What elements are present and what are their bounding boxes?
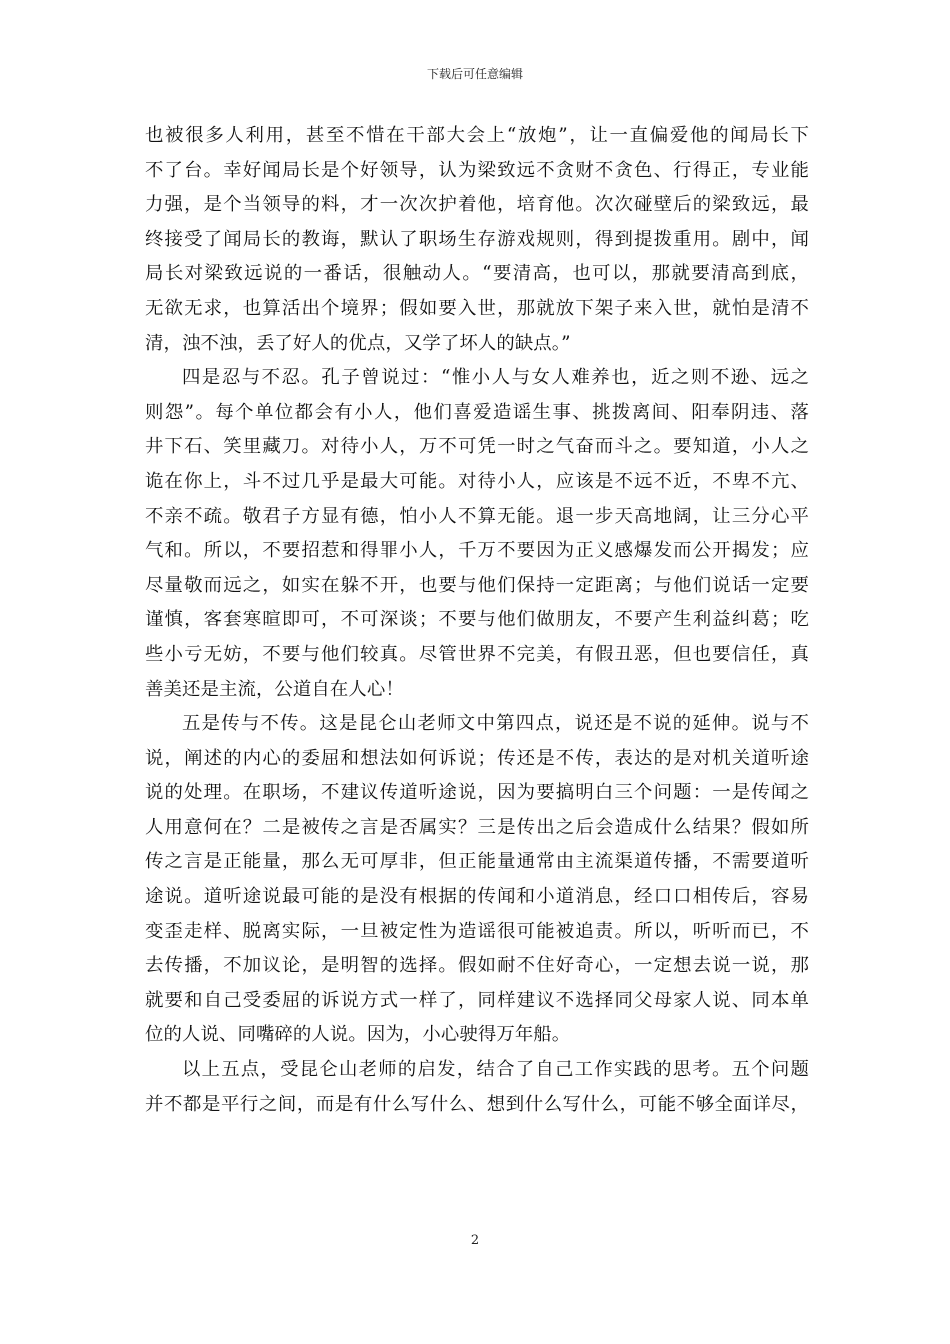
text-line: 途说。道听途说最可能的是没有根据的传闻和小道消息，经口口相传后，容易	[145, 886, 809, 908]
text-line: 位的人说、同嘴碎的人说。因为，小心驶得万年船。	[145, 1024, 571, 1046]
text-line: 就要和自己受委屈的诉说方式一样了，同样建议不选择同父母家人说、同本单	[145, 989, 809, 1011]
text-line: 不了台。幸好闻局长是个好领导，认为梁致远不贪财不贪色、行得正，专业能	[145, 159, 809, 181]
text-line: 说的处理。在职场，不建议传道听途说，因为要搞明白三个问题：一是传闻之	[145, 782, 809, 804]
text-line: 也被很多人利用，甚至不惜在干部大会上“放炮”，让一直偏爱他的闻局长下	[145, 125, 809, 146]
text-line: 善美还是主流，公道自在人心！	[145, 678, 404, 700]
text-line: 人用意何在？二是被传之言是否属实？三是传出之后会造成什么结果？假如所	[145, 816, 809, 838]
text-line: 些小亏无妨，不要与他们较真。尽管世界不完美，有假丑恶，但也要信任，真	[145, 643, 809, 665]
text-line: 井下石、笑里藏刀。对待小人，万不可凭一时之气奋而斗之。要知道，小人之	[145, 436, 809, 458]
text-line: 不亲不疏。敬君子方显有德，怕小人不算无能。退一步天高地阔，让三分心平	[145, 505, 809, 527]
text-line: 尽量敬而远之，如实在躲不开，也要与他们保持一定距离；与他们说话一定要	[145, 574, 809, 596]
text-line: 清，浊不浊，丢了好人的优点，又学了坏人的缺点。”	[145, 332, 571, 354]
text-line: 诡在你上，斗不过几乎是最大可能。对待小人，应该是不远不近，不卑不亢、	[145, 470, 809, 492]
text-line: 变歪走样、脱离实际，一旦被定性为造谣很可能被追责。所以，听听而已，不	[145, 920, 809, 942]
text-line: 说，阐述的内心的委屈和想法如何诉说；传还是不传，表达的是对机关道听途	[145, 747, 809, 769]
text-line: 去传播，不加议论，是明智的选择。假如耐不住好奇心，一定想去说一说，那	[145, 955, 809, 977]
text-line: 传之言是正能量，那么无可厚非，但正能量通常由主流渠道传播，不需要道听	[145, 851, 809, 873]
text-line: 五是传与不传。这是昆仑山老师文中第四点，说还是不说的延伸。说与不	[182, 713, 809, 735]
text-line: 无欲无求，也算活出个境界；假如要入世，那就放下架子来入世，就怕是清不	[145, 297, 809, 319]
text-line: 并不都是平行之间，而是有什么写什么、想到什么写什么，可能不够全面详尽，	[145, 1093, 809, 1115]
text-line: 气和。所以，不要招惹和得罪小人，千万不要因为正义感爆发而公开揭发；应	[145, 540, 809, 562]
text-line: 力强，是个当领导的料，才一次次护着他，培育他。次次碰壁后的梁致远，最	[145, 194, 809, 216]
text-line: 终接受了闻局长的教诲，默认了职场生存游戏规则，得到提拨重用。剧中，闻	[145, 228, 809, 250]
text-line: 四是忍与不忍。孔子曾说过：“惟小人与女人难养也，近之则不逊、远之	[182, 367, 809, 389]
page-header: 下载后可任意编辑	[426, 67, 523, 81]
text-line: 以上五点，受昆仑山老师的启发，结合了自己工作实践的思考。五个问题	[182, 1059, 809, 1081]
text-line: 谨慎，客套寒暄即可，不可深谈；不要与他们做朋友，不要产生利益纠葛；吃	[145, 609, 809, 631]
page-number: 2	[470, 1233, 480, 1248]
text-line: 则怨”。每个单位都会有小人，他们喜爱造谣生事、挑拨离间、阳奉阴违、落	[145, 401, 809, 423]
body-text	[145, 119, 809, 1122]
text-line: 局长对梁致远说的一番话，很触动人。“要清高，也可以，那就要清高到底，	[145, 263, 809, 285]
